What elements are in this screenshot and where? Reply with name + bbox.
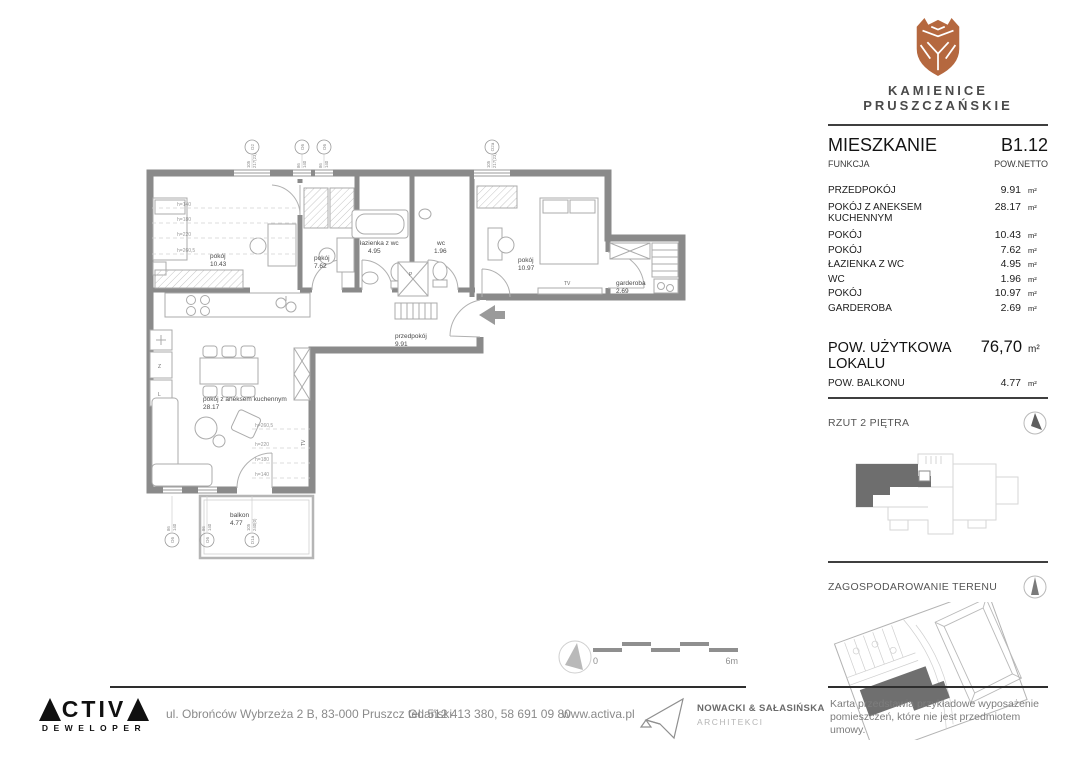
svg-text:4.95: 4.95: [368, 248, 381, 255]
apartment-label: MIESZKANIE: [828, 135, 938, 155]
col-area: POW.NETTO: [994, 159, 1048, 169]
svg-text:pokój: pokój: [518, 257, 534, 264]
scale-bar: [593, 642, 738, 666]
svg-text:h=220: h=220: [177, 232, 192, 238]
svg-text:86: 86: [318, 163, 323, 168]
svg-text:28.17: 28.17: [203, 404, 220, 411]
developer-logo: [30, 697, 158, 733]
svg-text:1.96: 1.96: [434, 248, 447, 255]
apartment-id: B1.12: [1000, 135, 1048, 155]
logo-triangle-icon: [127, 698, 149, 721]
furniture-room-1097: [477, 186, 602, 294]
room-table: [828, 184, 1048, 314]
furniture-room-1043: [153, 198, 296, 288]
svg-text:balkon: balkon: [230, 512, 250, 519]
svg-text:TV: TV: [301, 439, 307, 446]
table-row: WC 1.96 m²: [828, 272, 1037, 285]
svg-text:105: 105: [246, 523, 251, 531]
svg-text:pokój z aneksem kuchennym: pokój z aneksem kuchennym: [203, 396, 287, 403]
svg-text:h=140: h=140: [255, 472, 270, 478]
north-arrow-icon: [1022, 410, 1048, 436]
usable-area-value: 76,70: [980, 337, 1022, 356]
svg-text:h=260,5: h=260,5: [255, 423, 274, 429]
balcony-marks: [165, 496, 259, 547]
svg-text:h=180: h=180: [177, 217, 192, 223]
table-row: POKÓJ 10.97 m²: [828, 287, 1037, 299]
svg-text:h=260,5: h=260,5: [177, 248, 196, 254]
outer-walls: [150, 173, 682, 490]
svg-text:h=180: h=180: [255, 457, 270, 463]
svg-text:O2a: O2a: [489, 142, 495, 152]
table-row: POKÓJ 10.43 m²: [828, 229, 1037, 241]
svg-text:przedpokój: przedpokój: [395, 333, 427, 340]
table-row: POKÓJ Z ANEKSEM KUCHENNYM 28.17 m²: [828, 201, 1037, 224]
brand-name-line2: PRUSZCZAŃSKIE: [863, 98, 1013, 113]
svg-text:2.69: 2.69: [616, 288, 629, 295]
svg-text:garderoba: garderoba: [616, 280, 646, 287]
svg-text:86: 86: [201, 526, 206, 531]
svg-text:140: 140: [302, 160, 307, 168]
table-row: POKÓJ 7.62 m²: [828, 243, 1037, 256]
compass-icon: [559, 641, 591, 673]
svg-text:10.97: 10.97: [518, 265, 535, 272]
logo-triangle-icon: [39, 698, 61, 721]
divider: [828, 124, 1048, 126]
svg-text:Z: Z: [158, 364, 162, 370]
furniture-living: [150, 293, 310, 486]
address-text: ul. Obrońców Wybrzeża 2 B, 83-000 Pruszcz Gdański: [166, 707, 453, 721]
table-row: GARDEROBA 2.69 m²: [828, 301, 1037, 314]
developer-subtitle: DEWELOPER: [41, 723, 147, 733]
phone-text: tel. 512 413 380, 58 691 09 80: [408, 707, 571, 721]
svg-text:4.77: 4.77: [230, 520, 243, 527]
svg-text:TV: TV: [564, 281, 571, 287]
footer-divider: [110, 686, 746, 688]
height-lines-living: [252, 423, 310, 478]
svg-text:105: 105: [486, 160, 491, 168]
divider: [828, 397, 1048, 399]
svg-text:105: 105: [246, 160, 251, 168]
svg-text:D1a: D1a: [249, 535, 255, 545]
balcony-area-label: POW. BALKONU: [828, 377, 905, 389]
architects-logo-icon: [638, 693, 690, 745]
usable-area-label: POW. UŻYTKOWA LOKALU: [828, 339, 951, 372]
svg-text:P: P: [409, 272, 413, 278]
table-row: PRZEDPOKÓJ 9.91 m²: [828, 184, 1037, 196]
svg-text:217(23): 217(23): [252, 153, 257, 168]
svg-text:9.91: 9.91: [395, 341, 408, 348]
svg-text:pokój: pokój: [210, 253, 226, 260]
svg-text:wc: wc: [437, 240, 445, 247]
site-section-title: ZAGOSPODAROWANIE TERENU: [828, 580, 998, 593]
svg-text:O6: O6: [169, 536, 175, 544]
table-row: ŁAZIENKA Z WC 4.95 m²: [828, 258, 1037, 270]
svg-text:10.43: 10.43: [210, 261, 227, 268]
info-panel: [828, 0, 1048, 745]
website-link: www.activa.pl: [562, 707, 635, 721]
svg-text:140: 140: [207, 523, 212, 531]
svg-text:140: 140: [172, 523, 177, 531]
svg-text:h=140: h=140: [177, 202, 192, 208]
svg-text:łazienka z wc: łazienka z wc: [360, 240, 399, 247]
svg-text:217(23): 217(23): [492, 153, 497, 168]
floor-section-title: RZUT 2 PIĘTRA: [828, 416, 910, 429]
svg-text:7.62: 7.62: [314, 263, 327, 270]
window-marks: [245, 140, 499, 168]
svg-text:86: 86: [296, 163, 301, 168]
svg-text:0: 0: [593, 656, 599, 666]
svg-text:h=220: h=220: [255, 442, 270, 448]
svg-text:140: 140: [324, 160, 329, 168]
svg-text:86: 86: [166, 526, 171, 531]
brand-logo-icon: [909, 16, 967, 78]
furniture-przedpokoj: [395, 262, 437, 319]
totals: POW. UŻYTKOWA LOKALU 76,70 m² POW. BALKONU 4.77 m²: [828, 337, 1040, 389]
brand-name-line1: KAMIENICE: [888, 83, 988, 98]
svg-text:O2: O2: [249, 143, 255, 151]
svg-text:O6: O6: [299, 143, 305, 151]
svg-text:O6: O6: [321, 143, 327, 151]
balcony-area-value: 4.77: [1000, 376, 1021, 389]
footer-divider: [828, 686, 1048, 688]
col-function: FUNKCJA: [828, 159, 870, 169]
svg-text:6m: 6m: [725, 656, 738, 666]
architects-name: NOWACKI & SAŁASIŃSKA ARCHITEKCI: [697, 703, 825, 727]
divider: [828, 561, 1048, 563]
svg-text:240(0): 240(0): [252, 518, 257, 531]
developer-name: CTIV: [61, 696, 127, 722]
svg-text:L: L: [158, 392, 161, 398]
svg-text:pokój: pokój: [314, 255, 330, 262]
floor-key-plan: [828, 442, 1048, 552]
north-arrow-icon: [1022, 574, 1048, 600]
disclaimer-text: Karta przedstawia przykładowe wyposażenie pomieszczeń, które nie jest przedmiotem umowy.: [830, 698, 1039, 736]
svg-text:O6: O6: [204, 536, 210, 544]
